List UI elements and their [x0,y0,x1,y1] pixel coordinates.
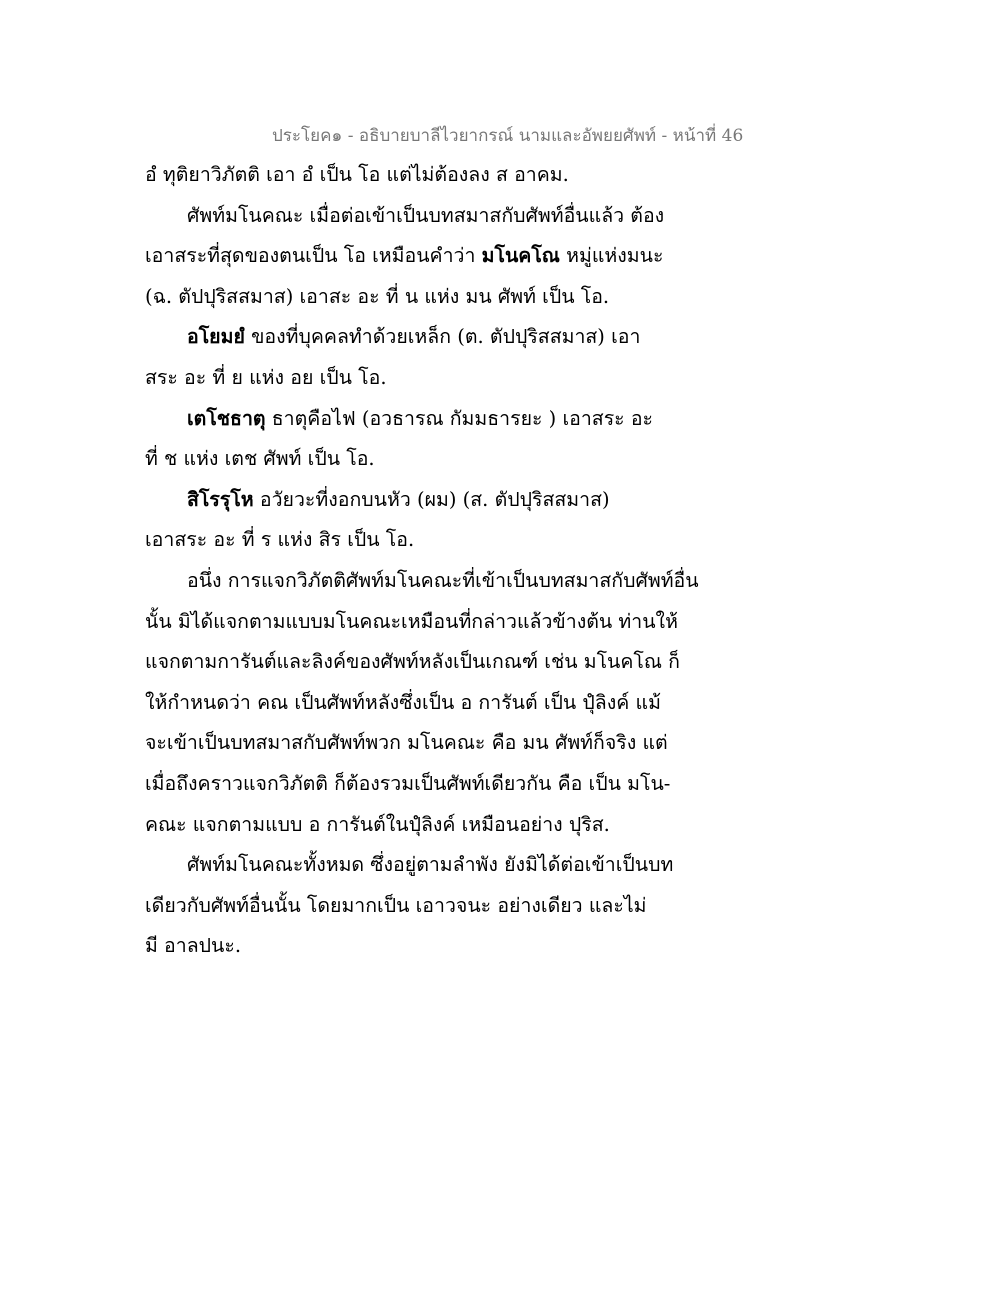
text-line: ศัพท์มโนคณะ เมื่อต่อเข้าเป็นบทสมาสกับศัพท์อื่นแล้ว ต้อง [187,203,665,227]
text-line: เอาสระ อะ ที่ ร แห่ง สิร เป็น โอ. [145,528,415,552]
text-line: (ฉ. ตัปปุริสสมาส) เอาสะ อะ ที่ น แห่ง มน ศัพท์ เป็น โอ. [145,284,610,308]
page-header: ประโยค๑ - อธิบายบาลีไวยากรณ์ นามและอัพยยศัพท์ - หน้าที่ 46 [272,126,744,146]
page-body [145,160,705,972]
text-span: เอาสระที่สุดของตนเป็น โอ เหมือนคำว่า [145,244,476,268]
text-line: อนึ่ง การแจกวิภัตติศัพท์มโนคณะที่เข้าเป็นบทสมาสกับศัพท์อื่น [187,568,699,592]
text-line: ที่ ช แห่ง เตช ศัพท์ เป็น โอ. [145,447,375,471]
text-line: ศัพท์มโนคณะทั้งหมด ซึ่งอยู่ตามลำพัง ยังมิได้ต่อเข้าเป็นบท [187,853,674,877]
text-line: แจกตามการันต์และลิงค์ของศัพท์หลังเป็นเกณฑ์ เช่น มโนคโณ ก็ [145,650,680,674]
pali-term: มโนคโณ [481,244,560,268]
text-line: นั้น มิได้แจกตามแบบมโนคณะเหมือนที่กล่าวแล้วข้างต้น ท่านให้ [145,609,678,633]
pali-term: เตโชธาตุ [187,406,266,430]
text-line: มี อาลปนะ. [145,934,242,958]
text-line [145,485,705,526]
pali-term: สิโรรุโห [187,487,254,511]
text-line: อํ ทุติยาวิภัตติ เอา อํ เป็น โอ แต่ไม่ต้องลง ส อาคม. [145,163,569,186]
text-span: หมู่แห่งมนะ [559,244,664,268]
text-span: ธาตุคือไฟ (อวธารณ กัมมธารยะ ) เอาสระ อะ [265,406,654,430]
text-line: สระ อะ ที่ ย แห่ง อย เป็น โอ. [145,365,387,389]
text-line [145,404,705,445]
text-line: ให้กำหนดว่า คณ เป็นศัพท์หลังซึ่งเป็น อ การันต์ เป็น ปุํลิงค์ แม้ [145,690,661,714]
text-line [145,322,705,363]
text-line: คณะ แจกตามแบบ อ การันต์ในปุํลิงค์ เหมือนอย่าง ปุริส. [145,812,610,836]
text-span: ของที่บุคคลทำด้วยเหล็ก (ต. ตัปปุริสสมาส) เอา [244,325,641,349]
text-span: อวัยวะที่งอกบนหัว (ผม) (ส. ตัปปุริสสมาส) [253,487,610,511]
text-line [145,241,705,282]
text-line: เมื่อถึงคราวแจกวิภัตติ ก็ต้องรวมเป็นศัพท์เดียวกัน คือ เป็น มโน- [145,771,671,795]
text-line: จะเข้าเป็นบทสมาสกับศัพท์พวก มโนคณะ คือ มน ศัพท์ก็จริง แต่ [145,731,668,755]
pali-term: อโยมยํ [187,325,245,349]
text-line: เดียวกับศัพท์อื่นนั้น โดยมากเป็น เอาวจนะ อย่างเดียว และไม่ [145,893,647,917]
